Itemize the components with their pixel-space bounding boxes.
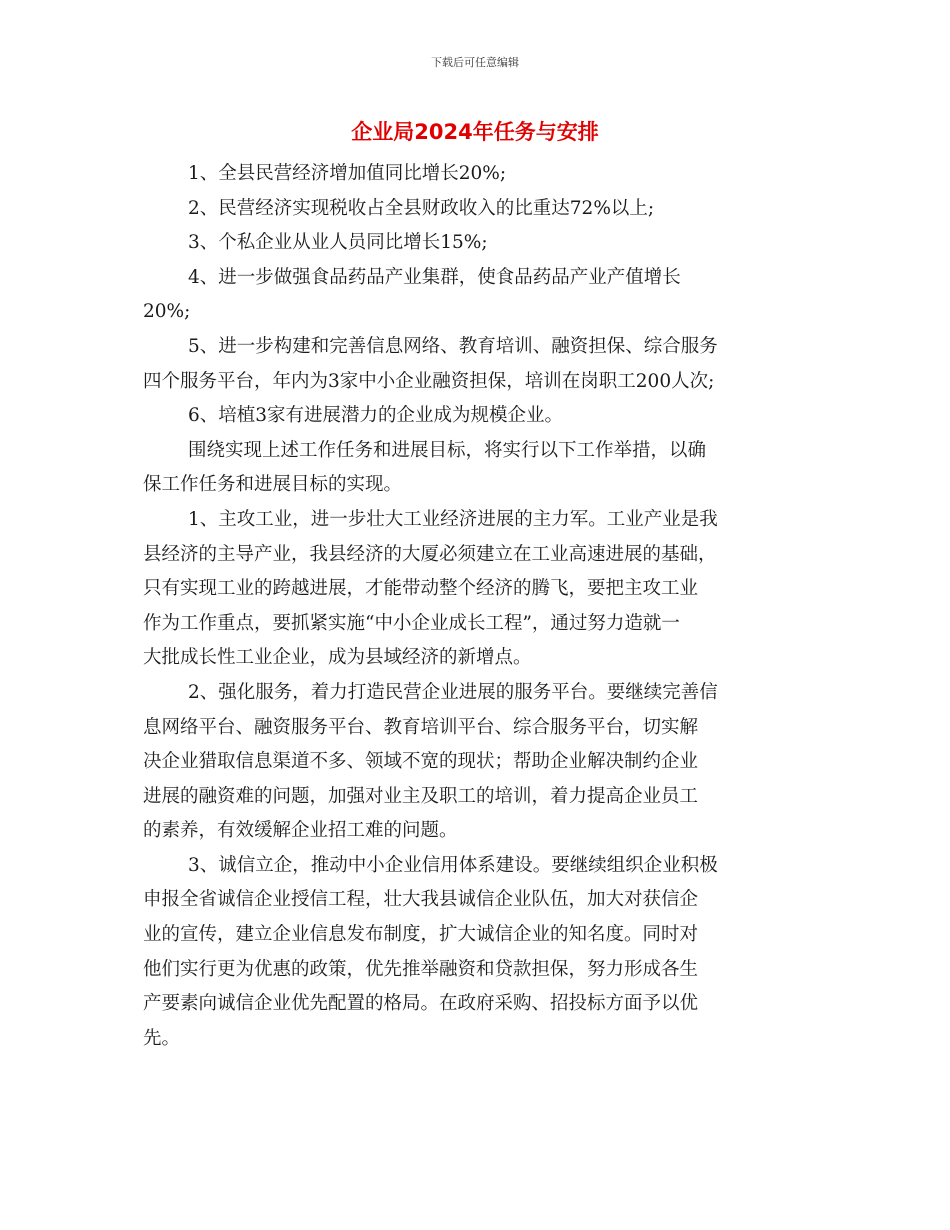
text-line: 保工作任务和进展目标的实现。	[143, 474, 403, 496]
page-header: 下载后可任意编辑	[431, 56, 519, 69]
text-line: 县经济的主导产业，我县经济的大厦必须建立在工业高速进展的基础，	[143, 543, 717, 565]
text-line: 申报全省诚信企业授信工程，壮大我县诚信企业队伍，加大对获信企	[143, 889, 699, 911]
text-line: 业的宣传，建立企业信息发布制度，扩大诚信企业的知名度。同时对	[143, 924, 699, 946]
text-line: 围绕实现上述工作任务和进展目标，将实行以下工作举措，以确	[188, 439, 707, 461]
text-line: 大批成长性工业企业，成为县域经济的新增点。	[143, 647, 532, 669]
text-line: 6、培植3家有进展潜力的企业成为规模企业。	[188, 405, 564, 427]
text-line: 先。	[143, 1027, 181, 1049]
text-line: 息网络平台、融资服务平台、教育培训平台、综合服务平台，切实解	[143, 716, 699, 738]
text-line: 的素养，有效缓解企业招工难的问题。	[143, 820, 458, 842]
text-line: 2、强化服务，着力打造民营企业进展的服务平台。要继续完善信	[188, 681, 718, 703]
text-line: 四个服务平台，年内为3家中小企业融资担保，培训在岗职工200人次;	[143, 370, 715, 392]
text-line: 只有实现工业的跨越进展，才能带动整个经济的腾飞，要把主攻工业	[143, 578, 699, 600]
document-title: 企业局2024年任务与安排	[351, 120, 599, 144]
document-body	[143, 157, 815, 1056]
text-line: 1、全县民营经济增加值同比增长20%;	[188, 163, 507, 184]
text-line: 产要素向诚信企业优先配置的格局。在政府采购、招投标方面予以优	[143, 993, 699, 1015]
text-line: 4、进一步做强食品药品产业集群，使食品药品产业产值增长	[188, 266, 681, 288]
text-line: 作为工作重点，要抓紧实施“中小企业成长工程”，通过努力造就一	[143, 612, 680, 634]
text-line: 1、主攻工业，进一步壮大工业经济进展的主力军。工业产业是我	[188, 508, 718, 530]
text-line: 5、进一步构建和完善信息网络、教育培训、融资担保、综合服务	[188, 335, 718, 357]
text-line: 他们实行更为优惠的政策，优先推举融资和贷款担保，努力形成各生	[143, 958, 699, 980]
text-line: 2、民营经济实现税收占全县财政收入的比重达72%以上;	[188, 197, 655, 219]
text-line: 3、诚信立企，推动中小企业信用体系建设。要继续组织企业积极	[188, 854, 718, 876]
text-line: 决企业猎取信息渠道不多、领域不宽的现状；帮助企业解决制约企业	[143, 751, 699, 773]
text-line: 3、个私企业从业人员同比增长15%;	[188, 232, 488, 254]
text-line: 进展的融资难的问题，加强对业主及职工的培训，着力提高企业员工	[143, 785, 699, 807]
text-line: 20%;	[143, 301, 191, 323]
